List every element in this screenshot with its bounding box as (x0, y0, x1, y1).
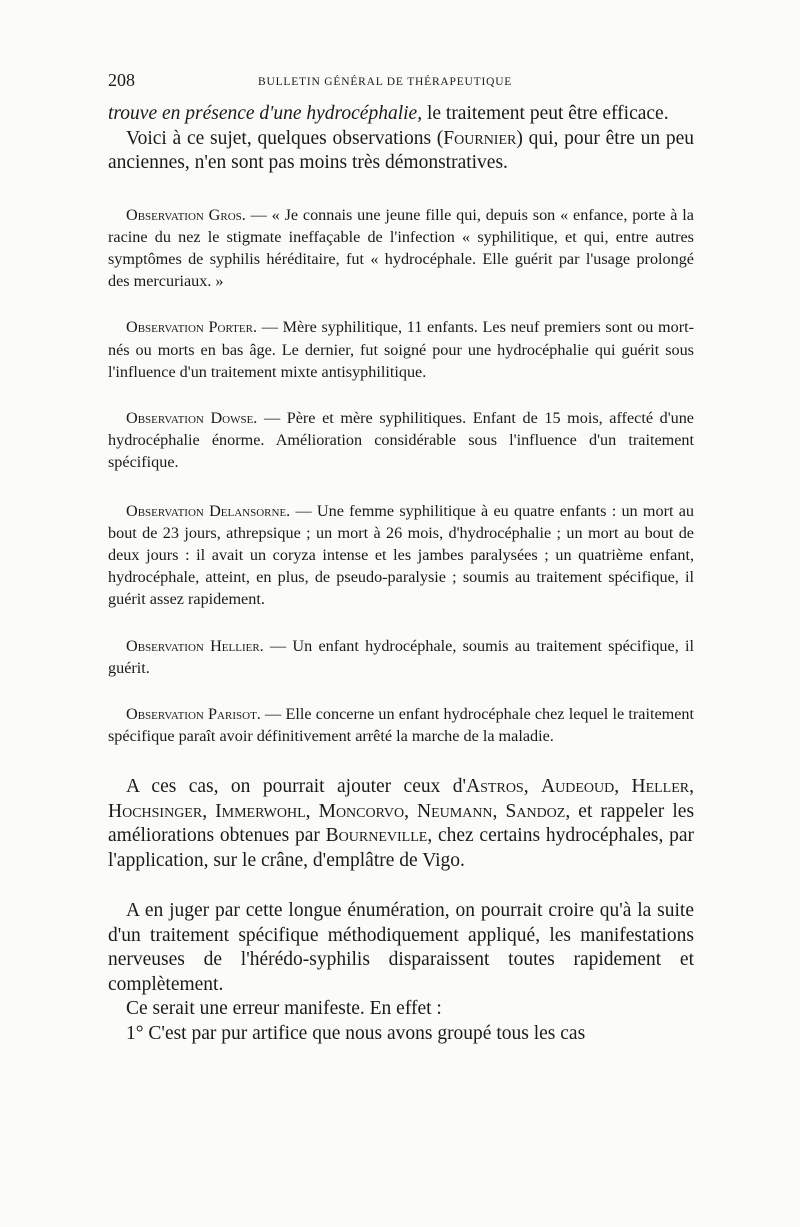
observation-text: — Père et mère syphilitiques. Enfant de 15 mois, affecté d'une hydrocéphalie énorme. Amélioration considérable sous l'influence d'un traitement spécifique. (108, 408, 694, 472)
observation-text: — Une femme syphilitique à eu quatre enfants : un mort au bout de 23 jours, athrepsique ; un mort à 26 mois, d'hydrocéphalie ; un mort au bout de deux jours : il avait un coryza intense et les jambes paralysées ; un quatrième enfant, hydrocéphale, atteint, en plus, de pseudo-paralysie ; soumis au traitement spécifique, il guérit assez rapidement. (108, 501, 694, 609)
page-header (108, 70, 694, 98)
author-sandoz: Sandoz (505, 800, 566, 822)
intro-text: ) qui, pour être un peu anciennes, n'en sont pas moins très démonstratives. (108, 127, 694, 173)
separator: , (689, 776, 695, 798)
observation-text: — Mère syphilitique, 11 enfants. Les neuf premiers sont ou mort-nés ou morts en bas âge. Le dernier, fut soigné pour une hydrocéphalie qui guérit sous l'influence d'un traitement mixte antisyphilitique. (108, 318, 695, 381)
author-audeoud: Audeoud (541, 776, 615, 798)
author-heller: Heller (631, 776, 690, 798)
separator: , (523, 776, 542, 798)
page-number: 208 (108, 70, 135, 90)
observation-label: Observation Dowse. (126, 408, 258, 427)
separator: , (614, 776, 632, 798)
author-astros: Astros (466, 776, 524, 798)
conclusion-paragraph-2: A en juger par cette longue énumération, on pourrait croire qu'à la suite d'un traitement spécifique méthodiquement appliqué, les manifestations nerveuses de l'hérédo-syphilis disparaissent toutes rapidement et complètement. (108, 900, 694, 995)
observation-gros (108, 204, 694, 293)
author-fournier: Fournier (443, 127, 517, 149)
conclusion-paragraph-3: Ce serait une erreur manifeste. En effet : (126, 998, 442, 1020)
intro-text: Voici à ce sujet, quelques observations ( (126, 127, 444, 149)
separator: , (202, 800, 216, 822)
observation-parisot (108, 703, 694, 747)
separator: , (404, 800, 418, 822)
observation-label: Observation Gros. (126, 205, 246, 224)
observation-hellier (108, 635, 694, 679)
conclusion-paragraph-4: 1° C'est par pur artifice que nous avons groupé tous les cas (126, 1022, 586, 1044)
conclusion-paragraph-1 (108, 775, 694, 873)
observation-dowse (108, 407, 694, 474)
author-bourneville: Bourneville (325, 825, 428, 847)
separator: , (492, 800, 506, 822)
running-title: BULLETIN GÉNÉRAL DE THÉRAPEUTIQUE (258, 76, 513, 88)
author-hochsinger: Hochsinger (108, 800, 203, 822)
observation-label: Observation Hellier. (126, 636, 264, 655)
intro-paragraph-1 (108, 102, 694, 127)
observation-label: Observation Delansorne. (126, 501, 291, 520)
author-neumann: Neumann (417, 800, 493, 822)
observation-label: Observation Porter. (126, 318, 258, 337)
intro-text: le traitement peut être efficace. (422, 103, 669, 124)
observation-text: — Elle concerne un enfant hydrocéphale chez lequel le traitement spécifique paraît avoir définitivement arrêté la marche de la maladie. (108, 704, 694, 746)
conclusion-text: A ces cas, on pourrait ajouter ceux d' (126, 776, 467, 798)
observation-delansorne (108, 500, 694, 611)
separator: , (305, 800, 319, 822)
author-immerwohl: Immerwohl (215, 800, 306, 822)
observation-text: — Un enfant hydrocéphale, soumis au traitement spécifique, il guérit. (108, 636, 694, 677)
page (108, 70, 694, 1046)
conclusion-text: , et rappeler les améliorations obtenues par (108, 800, 695, 847)
observation-text: — « Je connais une jeune fille qui, depuis son « enfance, porte à la racine du nez le stigmate ineffaçable de l'infection « syphilitique, et qui, entre autres symptômes de syphilis héréditaire, fut « hydrocéphale. Elle guérit par l'usage prolongé des mercuriaux. » (108, 205, 694, 291)
observation-porter (108, 316, 694, 383)
intro-italic-text: trouve en présence d'une hydrocéphalie, (108, 103, 423, 124)
intro-paragraph-2 (108, 127, 694, 176)
observation-label: Observation Parisot. (126, 704, 261, 723)
author-moncorvo: Moncorvo (318, 800, 405, 822)
conclusion-text: , chez certains hydrocéphales, par l'application, sur le crâne, d'emplâtre de Vigo. (108, 825, 694, 871)
